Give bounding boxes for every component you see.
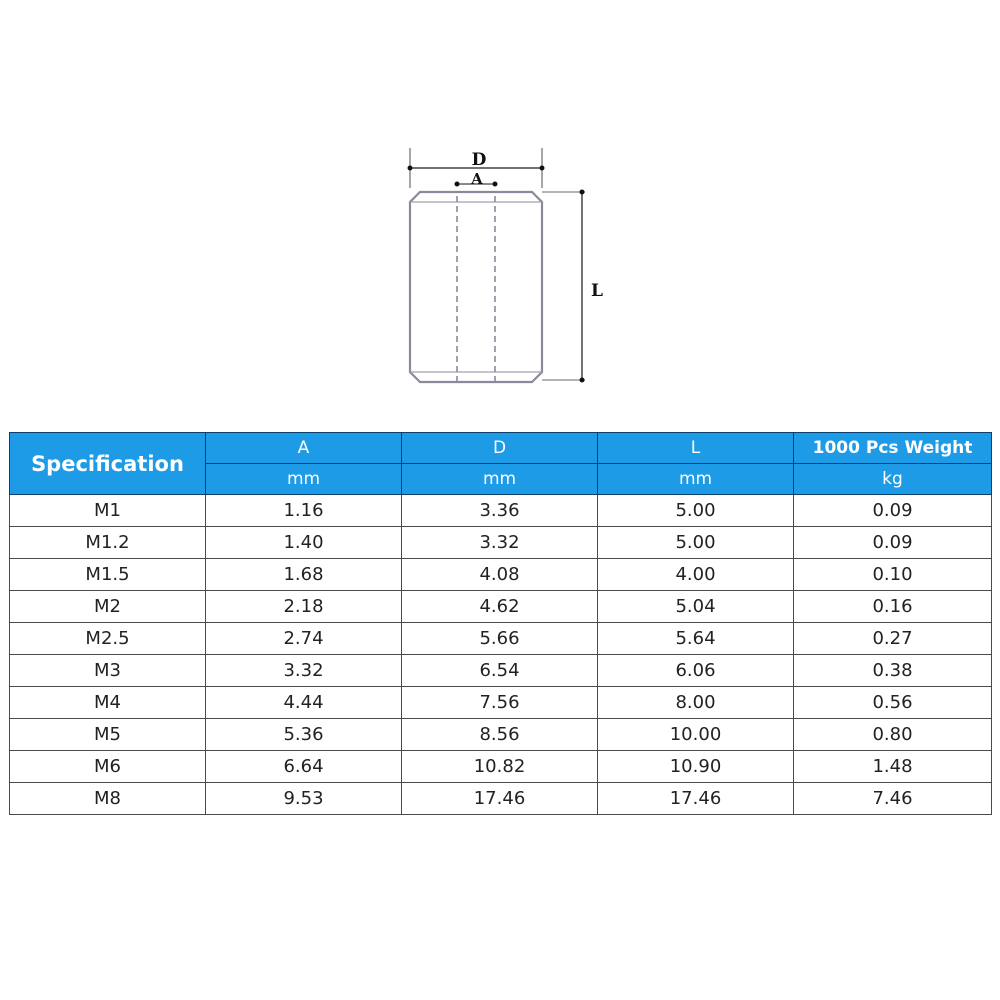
table-row xyxy=(10,495,992,527)
d-cell: 17.46 xyxy=(402,783,598,815)
l-cell: 8.00 xyxy=(598,687,794,719)
l-cell: 17.46 xyxy=(598,783,794,815)
a-cell: 2.18 xyxy=(206,591,402,623)
spec-cell: M5 xyxy=(10,719,206,751)
col-a-header: A xyxy=(206,433,402,464)
spec-cell: M2.5 xyxy=(10,623,206,655)
table-row xyxy=(10,751,992,783)
col-d-header: D xyxy=(402,433,598,464)
table-row xyxy=(10,559,992,591)
spec-cell: M3 xyxy=(10,655,206,687)
col-l-unit: mm xyxy=(598,464,794,495)
table-header-row xyxy=(10,433,992,464)
a-cell: 1.16 xyxy=(206,495,402,527)
l-cell: 4.00 xyxy=(598,559,794,591)
col-l-header: L xyxy=(598,433,794,464)
weight-cell: 0.10 xyxy=(794,559,992,591)
l-cell: 5.64 xyxy=(598,623,794,655)
table-row xyxy=(10,719,992,751)
weight-cell: 0.09 xyxy=(794,527,992,559)
spec-cell: M6 xyxy=(10,751,206,783)
l-cell: 10.90 xyxy=(598,751,794,783)
a-cell: 1.68 xyxy=(206,559,402,591)
col-weight-header: 1000 Pcs Weight xyxy=(794,433,992,464)
spec-table xyxy=(9,432,992,815)
l-cell: 5.04 xyxy=(598,591,794,623)
dimension-drawing xyxy=(395,140,625,390)
table-row xyxy=(10,655,992,687)
specification-header: Specification xyxy=(10,433,206,495)
weight-cell: 7.46 xyxy=(794,783,992,815)
weight-cell: 1.48 xyxy=(794,751,992,783)
table-row xyxy=(10,783,992,815)
d-cell: 8.56 xyxy=(402,719,598,751)
col-a-unit: mm xyxy=(206,464,402,495)
a-cell: 1.40 xyxy=(206,527,402,559)
label-l: L xyxy=(591,281,603,301)
d-cell: 10.82 xyxy=(402,751,598,783)
d-cell: 3.32 xyxy=(402,527,598,559)
spec-cell: M1.2 xyxy=(10,527,206,559)
l-cell: 5.00 xyxy=(598,495,794,527)
d-cell: 5.66 xyxy=(402,623,598,655)
weight-cell: 0.38 xyxy=(794,655,992,687)
d-cell: 4.62 xyxy=(402,591,598,623)
a-cell: 9.53 xyxy=(206,783,402,815)
weight-cell: 0.09 xyxy=(794,495,992,527)
table-row xyxy=(10,591,992,623)
spec-cell: M2 xyxy=(10,591,206,623)
col-d-unit: mm xyxy=(402,464,598,495)
l-cell: 5.00 xyxy=(598,527,794,559)
d-cell: 7.56 xyxy=(402,687,598,719)
label-d: D xyxy=(471,150,487,170)
table-row xyxy=(10,623,992,655)
a-cell: 2.74 xyxy=(206,623,402,655)
weight-cell: 0.80 xyxy=(794,719,992,751)
label-a: A xyxy=(471,170,483,188)
d-cell: 3.36 xyxy=(402,495,598,527)
spec-cell: M4 xyxy=(10,687,206,719)
spec-cell: M1.5 xyxy=(10,559,206,591)
spec-cell: M1 xyxy=(10,495,206,527)
table-body xyxy=(10,495,992,815)
a-cell: 3.32 xyxy=(206,655,402,687)
weight-cell: 0.16 xyxy=(794,591,992,623)
d-cell: 6.54 xyxy=(402,655,598,687)
col-weight-unit: kg xyxy=(794,464,992,495)
table-row xyxy=(10,687,992,719)
weight-cell: 0.27 xyxy=(794,623,992,655)
l-cell: 10.00 xyxy=(598,719,794,751)
a-cell: 4.44 xyxy=(206,687,402,719)
l-cell: 6.06 xyxy=(598,655,794,687)
table-row xyxy=(10,527,992,559)
spec-cell: M8 xyxy=(10,783,206,815)
weight-cell: 0.56 xyxy=(794,687,992,719)
a-cell: 5.36 xyxy=(206,719,402,751)
d-cell: 4.08 xyxy=(402,559,598,591)
a-cell: 6.64 xyxy=(206,751,402,783)
